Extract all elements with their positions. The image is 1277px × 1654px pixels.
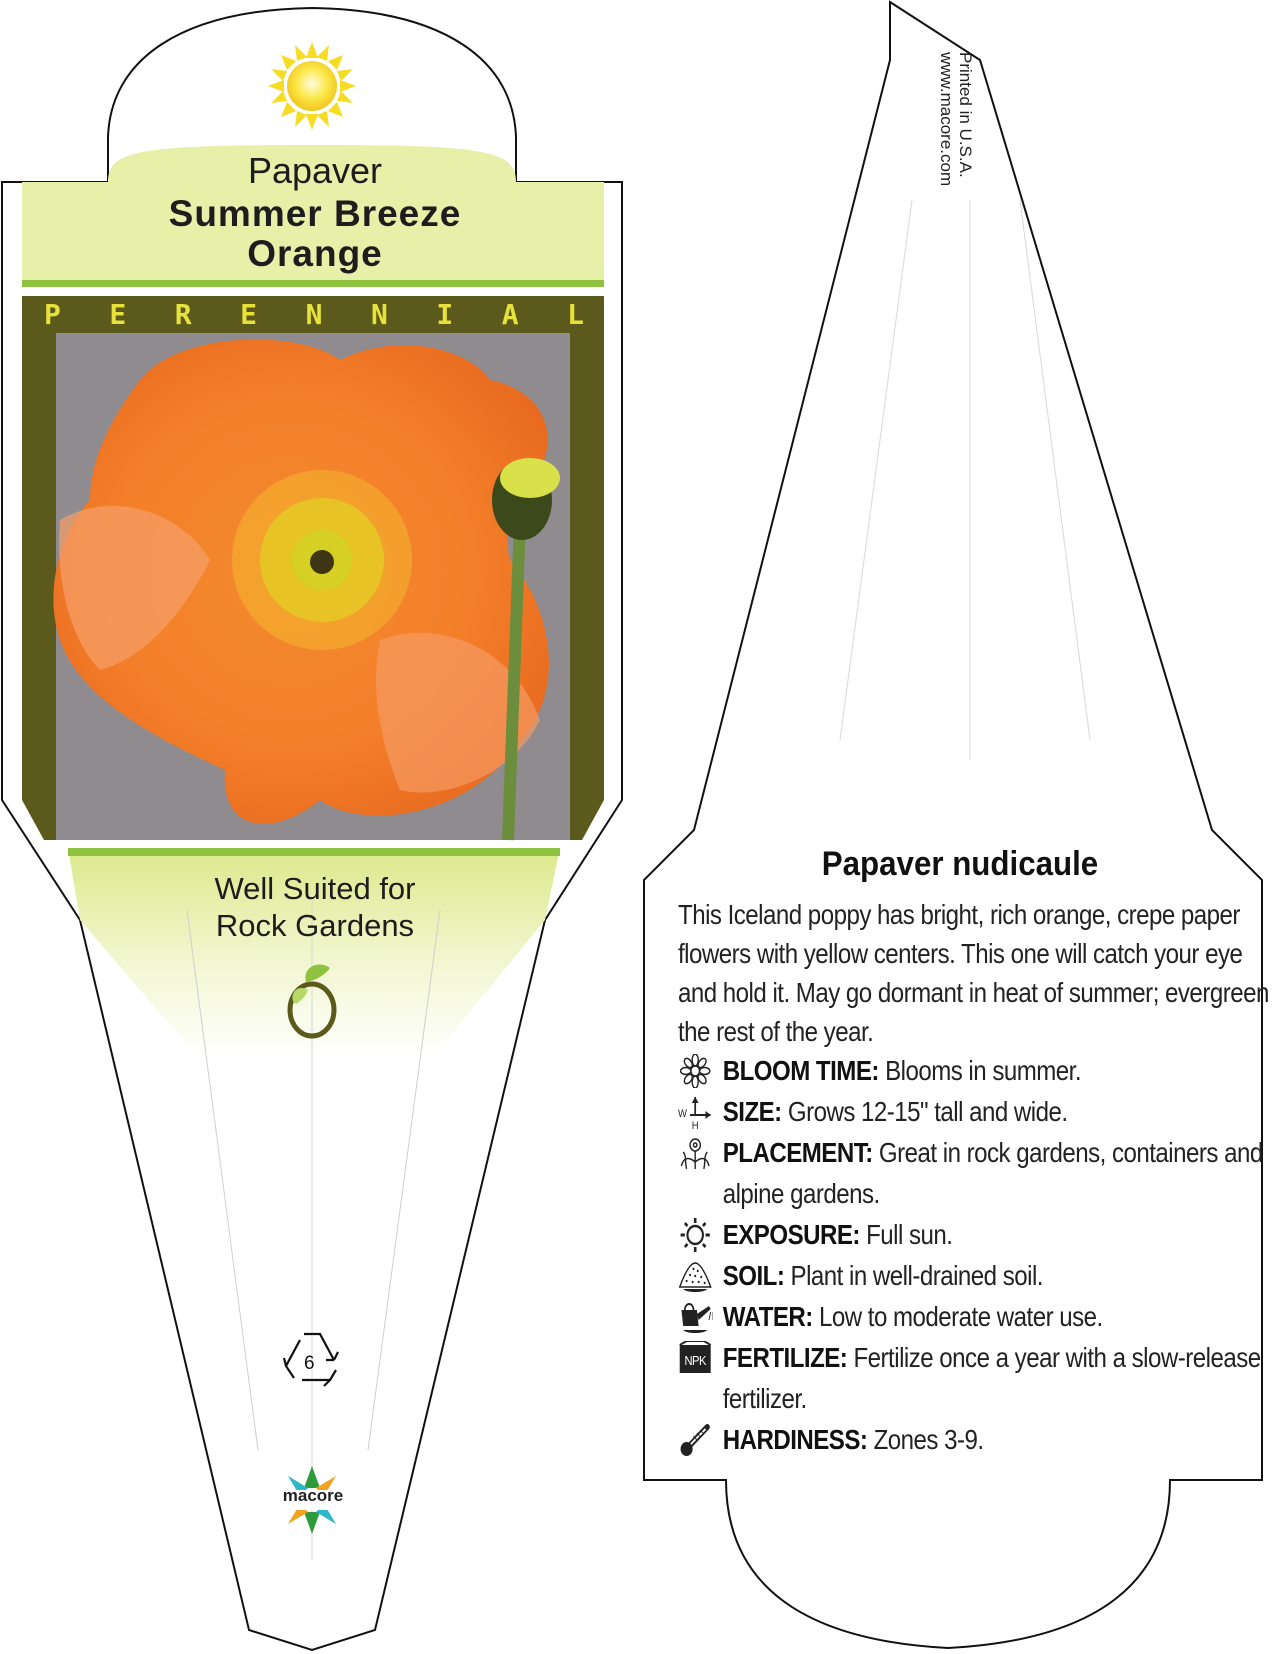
thermometer-icon	[678, 1423, 712, 1457]
care-text: Zones 3-9.	[867, 1424, 984, 1455]
care-soil	[678, 1255, 1277, 1296]
care-size	[678, 1091, 1277, 1132]
flower-icon	[678, 1054, 712, 1088]
care-text: Grows 12-15" tall and wide.	[781, 1096, 1068, 1127]
care-water	[678, 1296, 1277, 1337]
brand-name: macore	[282, 1486, 344, 1505]
printed-in: Printed in U.S.A.	[956, 52, 975, 178]
care-text: Fertilize once a year with a slow-release fertilizer.	[722, 1342, 1261, 1414]
cultivar-line-2: Orange	[247, 233, 383, 274]
care-label: SIZE:	[722, 1096, 782, 1127]
care-hardiness	[678, 1419, 1277, 1460]
care-fertilize	[678, 1337, 1277, 1419]
care-text: Plant in well-drained soil.	[784, 1260, 1043, 1291]
cultivar-name	[20, 194, 610, 274]
care-exposure	[678, 1214, 1277, 1255]
care-label: PLACEMENT:	[722, 1137, 873, 1168]
soil-pile-icon	[678, 1259, 712, 1293]
category-letter: N	[305, 298, 323, 331]
care-bloom-time	[678, 1050, 1277, 1091]
care-text: Full sun.	[859, 1219, 953, 1250]
placement-plants-icon	[678, 1136, 712, 1170]
category-letter: N	[370, 298, 388, 331]
care-label: WATER:	[722, 1301, 813, 1332]
category-letter: E	[240, 298, 258, 331]
species-name: Papaver nudicaule	[821, 845, 1099, 883]
care-label: HARDINESS:	[722, 1424, 868, 1455]
website: www.macore.com	[937, 52, 956, 187]
category-letter: R	[174, 298, 192, 331]
plant-genus: Papaver	[247, 150, 383, 191]
care-text: Low to moderate water use.	[812, 1301, 1103, 1332]
size-arrows-icon	[678, 1095, 712, 1129]
npk-bag-icon	[678, 1341, 712, 1375]
cultivar-line-1: Summer Breeze	[168, 193, 462, 234]
care-text: Great in rock gardens, containers and alpine gardens.	[722, 1137, 1263, 1209]
print-info	[937, 52, 975, 212]
category-letter: I	[436, 298, 454, 331]
category-letter: P	[44, 298, 61, 331]
care-label: BLOOM TIME:	[722, 1055, 879, 1086]
care-placement	[678, 1132, 1277, 1214]
plant-description: This Iceland poppy has bright, rich orange, crepe paper flowers with yellow centers. This one will catch your eye and hold it. May go dormant in heat of summer; evergreen the rest of the year.	[678, 899, 1269, 1047]
care-label: SOIL:	[722, 1260, 785, 1291]
category-letter: A	[501, 298, 519, 331]
height-letter: H	[691, 1120, 699, 1129]
width-letter: W	[678, 1108, 687, 1121]
highlight-line-1: Well Suited for	[214, 871, 416, 906]
care-label: EXPOSURE:	[722, 1219, 860, 1250]
sun-icon	[268, 42, 356, 130]
recycle-code: 6	[304, 1353, 315, 1374]
watering-can-icon	[678, 1300, 712, 1334]
npk-text: NPK	[684, 1353, 706, 1369]
care-instructions	[678, 1050, 1277, 1460]
category-label	[44, 298, 584, 331]
category-letter: E	[109, 298, 127, 331]
feature-highlight	[20, 870, 610, 944]
care-text: Blooms in summer.	[878, 1055, 1082, 1086]
sun-outline-icon	[678, 1218, 712, 1252]
category-letter: L	[567, 298, 584, 331]
highlight-line-2: Rock Gardens	[215, 908, 415, 943]
care-label: FERTILIZE:	[722, 1342, 848, 1373]
poppy-photo	[53, 333, 570, 840]
